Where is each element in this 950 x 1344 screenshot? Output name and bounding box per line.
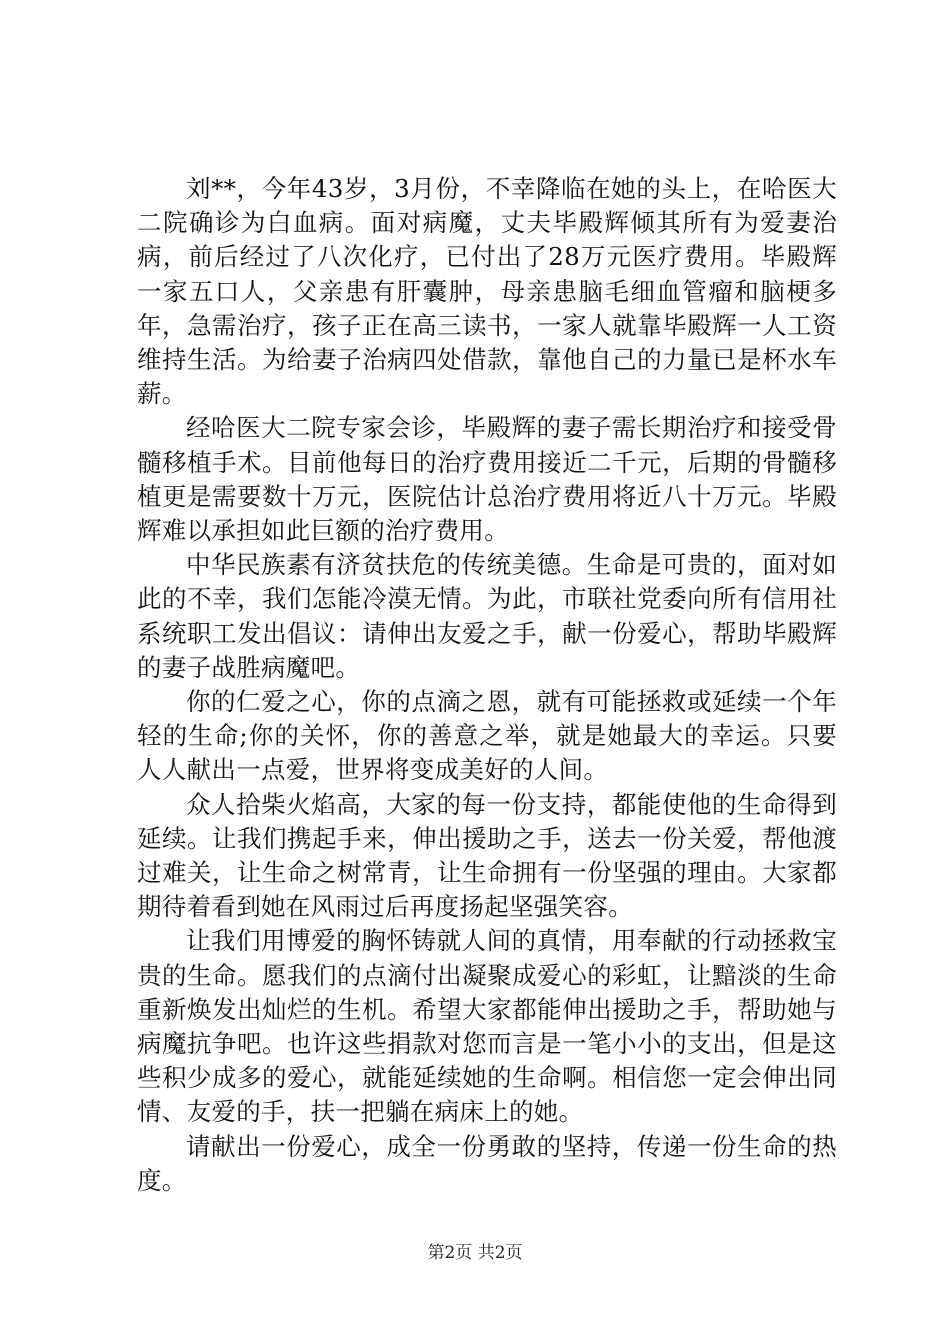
- paragraph-5: 众人拾柴火焰高，大家的每一份支持，都能使他的生命得到延续。让我们携起手来，伸出援助之手，送去一份关爱，帮他渡过难关，让生命之树常青，让生命拥有一份坚强的理由。大家都期待着看到她在风雨过后再度扬起坚强笑容。: [137, 789, 837, 922]
- paragraph-6: 让我们用博爱的胸怀铸就人间的真情，用奉献的行动拯救宝贵的生命。愿我们的点滴付出凝聚成爱心的彩虹，让黯淡的生命重新焕发出灿烂的生机。希望大家都能伸出援助之手，帮助她与病魔抗争吧。也许这些捐款对您而言是一笔小小的支出，但是这些积少成多的爱心，就能延续她的生命啊。相信您一定会伸出同情、友爱的手，扶一把躺在病床上的她。: [137, 926, 837, 1127]
- document-body: [137, 172, 837, 1198]
- page-number: 第2页 共2页: [427, 1243, 523, 1263]
- paragraph-3: 中华民族素有济贫扶危的传统美德。生命是可贵的，面对如此的不幸，我们怎能冷漠无情。为此，市联社党委向所有信用社系统职工发出倡议：请伸出友爱之手，献一份爱心，帮助毕殿辉的妻子战胜病魔吧。: [137, 550, 837, 682]
- page-footer: [0, 1243, 950, 1263]
- paragraph-7: 请献出一份爱心，成全一份勇敢的坚持，传递一份生命的热度。: [137, 1131, 837, 1195]
- paragraph-1: 刘**，今年43岁，3月份，不幸降临在她的头上，在哈医大二院确诊为白血病。面对病魔，丈夫毕殿辉倾其所有为爱妻治病，前后经过了八次化疗，已付出了28万元医疗费用。毕殿辉一家五口人，父亲患有肝囊肿，母亲患脑毛细血管瘤和脑梗多年，急需治疗，孩子正在高三读书，一家人就靠毕殿辉一人工资维持生活。为给妻子治病四处借款，靠他自己的力量已是杯水车薪。: [137, 174, 837, 409]
- paragraph-4: 你的仁爱之心，你的点滴之恩，就有可能拯救或延续一个年轻的生命;你的关怀，你的善意之举，就是她最大的幸运。只要人人献出一点爱，世界将变成美好的人间。: [137, 687, 837, 785]
- paragraph-2: 经哈医大二院专家会诊，毕殿辉的妻子需长期治疗和接受骨髓移植手术。目前他每日的治疗费用接近二千元，后期的骨髓移植更是需要数十万元，医院估计总治疗费用将近八十万元。毕殿辉难以承担如此巨额的治疗费用。: [137, 413, 837, 546]
